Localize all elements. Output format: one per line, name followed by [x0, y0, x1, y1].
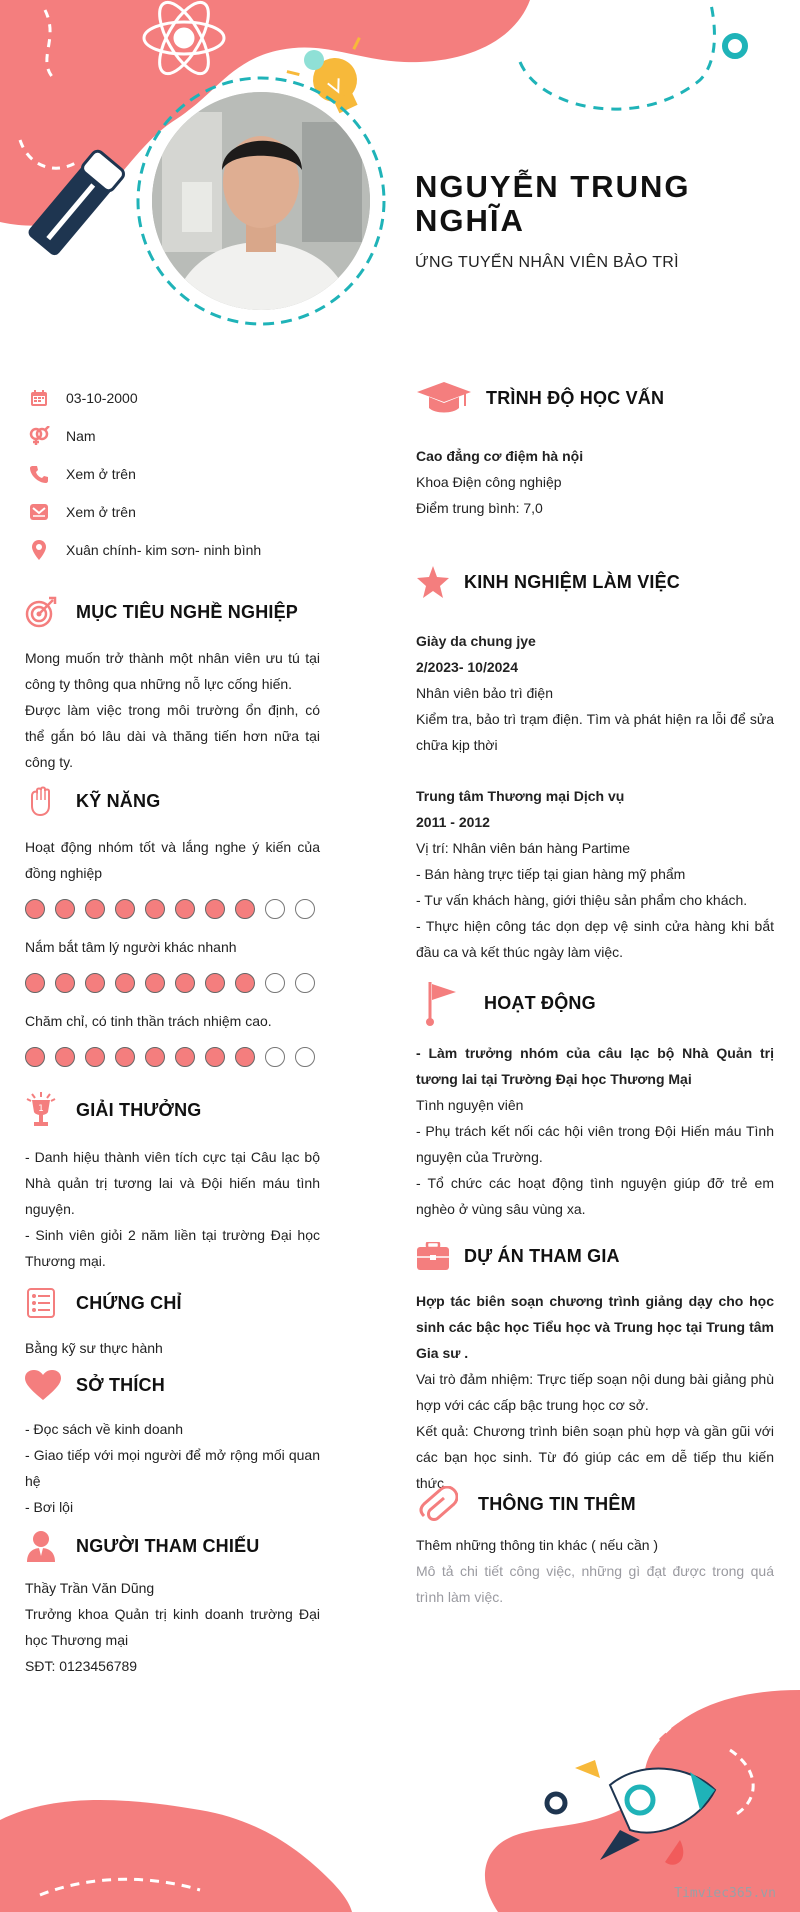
skill-rating-dot — [205, 973, 225, 993]
skill-rating-dot — [25, 1047, 45, 1067]
skill-label: Chăm chỉ, có tinh thần trách nhiệm cao. — [25, 1013, 272, 1029]
activities-section-title: HOẠT ĐỘNG — [416, 980, 596, 1026]
skill-rating-dot — [85, 1047, 105, 1067]
skill-rating-dot — [25, 899, 45, 919]
skill-rating-dot — [235, 1047, 255, 1067]
heart-icon — [24, 1370, 62, 1400]
skill-rating-dot — [265, 973, 285, 993]
flag-icon — [416, 980, 464, 1026]
skill-label: Hoạt động nhóm tốt và lắng nghe ý kiến của đồng nghiệp — [25, 839, 320, 881]
skill-rating-dot — [205, 1047, 225, 1067]
skill-rating-dot — [55, 1047, 75, 1067]
contact-address: Xuân chính- kim sơn- ninh bình — [28, 539, 261, 561]
watermark: Timviec365.vn — [674, 1886, 776, 1901]
skill-rating-dot — [265, 899, 285, 919]
star-icon — [416, 566, 450, 598]
skill-rating — [25, 973, 325, 993]
skill-rating-dot — [295, 899, 315, 919]
contact-email: Xem ở trên — [28, 501, 136, 523]
additional-section-title: THÔNG TIN THÊM — [416, 1486, 636, 1522]
certificate-icon — [24, 1288, 58, 1318]
education-text: Cao đẳng cơ điệm hà nội Khoa Điện công nghiệp Điểm trung bình: 7,0 — [416, 448, 584, 516]
contact-phone: Xem ở trên — [28, 463, 136, 485]
skill-rating-dot — [175, 973, 195, 993]
skill-rating-dot — [205, 899, 225, 919]
svg-text:1: 1 — [38, 1104, 44, 1114]
objective-section-title: MỤC TIÊU NGHỀ NGHIỆP — [24, 596, 298, 628]
skill-rating-dot — [175, 1047, 195, 1067]
skills-section-title: KỸ NĂNG — [24, 786, 160, 816]
trophy-icon — [24, 1092, 58, 1128]
phone-icon — [28, 463, 50, 485]
skill-rating-dot — [115, 1047, 135, 1067]
skill-rating-dot — [55, 899, 75, 919]
skill-rating-dot — [175, 899, 195, 919]
calendar-icon — [28, 387, 50, 409]
paperclip-icon — [416, 1486, 460, 1522]
gender-icon — [28, 425, 50, 447]
graduation-cap-icon — [416, 382, 472, 414]
awards-text: - Danh hiệu thành viên tích cực tại Câu lạc bộ Nhà quản trị tương lai và Đội hiến máu tình nguyện. - Sinh viên giỏi 2 năm liền tại trường Đại học Thương mại. — [25, 1149, 320, 1269]
skill-rating-dot — [145, 973, 165, 993]
awards-section-title: 1 GIẢI THƯỞNG — [24, 1092, 201, 1128]
avatar — [148, 88, 374, 314]
certificates-text: Bằng kỹ sư thực hành — [25, 1340, 163, 1356]
skill-rating-dot — [265, 1047, 285, 1067]
skill-rating-dot — [25, 973, 45, 993]
skill-rating-dot — [55, 973, 75, 993]
skill-rating — [25, 1047, 325, 1067]
skill-rating-dot — [145, 899, 165, 919]
education-section-title: TRÌNH ĐỘ HỌC VẤN — [416, 382, 664, 414]
contact-gender: Nam — [28, 425, 96, 447]
projects-text: Hợp tác biên soạn chương trình giảng dạy cho học sinh các bậc học Tiểu học và Trung học tại Trung tâm Gia sư . Vai trò đảm nhiệm: Trực tiếp soạn nội dung bài giảng phù hợp với các cấp bậc trung học cơ sở. Kết quả: Chương trình biên soạn phù hợp và gần gũi với các bạn học sinh. Từ đó giúp các em dễ tiếp thu kiến thức. — [416, 1293, 774, 1491]
experience-job-1: Giày da chung jye 2/2023- 10/2024 Nhân viên bảo trì điện Kiểm tra, bảo trì trạm điện. Tìm và phát hiện ra lỗi để sửa chữa kịp thời — [416, 633, 774, 753]
briefcase-icon — [416, 1242, 450, 1270]
projects-section-title: DỰ ÁN THAM GIA — [416, 1242, 620, 1270]
experience-section-title: KINH NGHIỆM LÀM VIỆC — [416, 566, 680, 598]
skill-rating-dot — [115, 973, 135, 993]
objective-text: Mong muốn trở thành một nhân viên ưu tú tại công ty thông qua những nỗ lực cống hiến. Được làm việc trong môi trường ổn định, có thể gắn bó lâu dài và thăng tiến hơn nữa tại công ty. — [25, 650, 320, 770]
email-icon — [28, 501, 50, 523]
person-icon — [24, 1530, 58, 1562]
skill-rating-dot — [295, 1047, 315, 1067]
activities-text: - Làm trưởng nhóm của câu lạc bộ Nhà Quản trị tương lai tại Trường Đại học Thương Mại Tình nguyện viên - Phụ trách kết nối các hội viên trong Đội Hiến máu Tình nguyện của Trường. - Tổ chức các hoạt động tình nguyện giúp đỡ trẻ em nghèo ở vùng sâu vùng xa. — [416, 1045, 774, 1217]
certificates-section-title: CHỨNG CHỈ — [24, 1288, 182, 1318]
skill-rating-dot — [85, 899, 105, 919]
references-text: Thầy Trần Văn Dũng Trưởng khoa Quản trị kinh doanh trường Đại học Thương mại SĐT: 0123456789 — [25, 1580, 320, 1674]
skill-rating-dot — [235, 973, 255, 993]
candidate-name: NGUYỄN TRUNG NGHĨA — [415, 169, 691, 238]
references-section-title: NGƯỜI THAM CHIẾU — [24, 1530, 259, 1562]
fist-icon — [24, 786, 58, 816]
experience-job-2: Trung tâm Thương mại Dịch vụ 2011 - 2012 Vị trí: Nhân viên bán hàng Partime - Bán hàng trực tiếp tại gian hàng mỹ phẩm - Tư vấn khách hàng, giới thiệu sản phẩm cho khách. - Thực hiện công tác dọn dẹp vệ sinh cửa hàng khi bắt đầu ca và kết thúc ngày làm việc. — [416, 788, 774, 960]
applied-position: ỨNG TUYỂN NHÂN VIÊN BẢO TRÌ — [415, 254, 679, 271]
hobbies-text: - Đọc sách về kinh doanh - Giao tiếp với mọi người để mở rộng mối quan hệ - Bơi lội — [25, 1421, 320, 1515]
skill-rating-dot — [85, 973, 105, 993]
skill-rating-dot — [235, 899, 255, 919]
portrait-illustration — [152, 92, 370, 310]
target-icon — [24, 596, 58, 628]
skill-rating-dot — [145, 1047, 165, 1067]
location-pin-icon — [28, 539, 50, 561]
skill-rating-dot — [295, 973, 315, 993]
hobbies-section-title: SỞ THÍCH — [24, 1370, 165, 1400]
additional-text: Thêm những thông tin khác ( nếu cần ) Mô tả chi tiết công việc, những gì đạt được trong quá trình làm việc. — [416, 1537, 774, 1605]
skill-label: Nắm bắt tâm lý người khác nhanh — [25, 939, 237, 955]
contact-birthdate: 03-10-2000 — [28, 387, 138, 409]
skill-rating-dot — [115, 899, 135, 919]
skill-rating — [25, 899, 325, 919]
